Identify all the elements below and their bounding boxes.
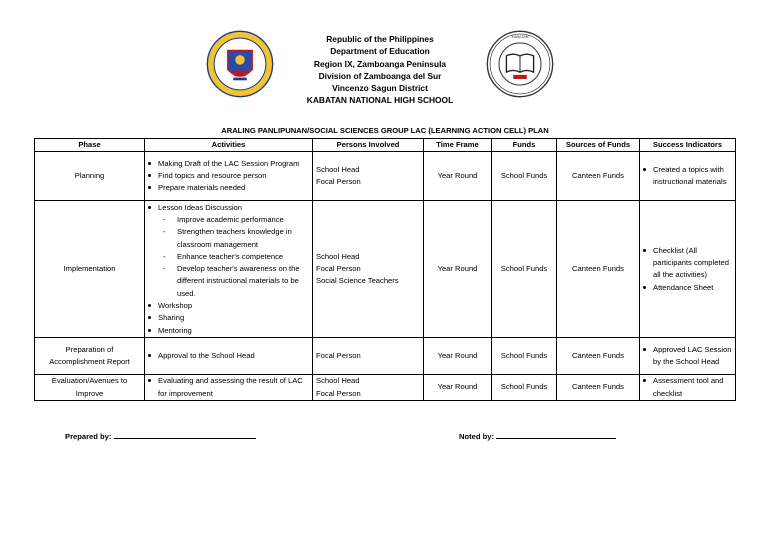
- sources-cell: Canteen Funds: [557, 152, 640, 201]
- indicator-item: Approved LAC Session by the School Head: [643, 344, 732, 369]
- column-header: Sources of Funds: [557, 139, 640, 152]
- funds-cell: School Funds: [492, 201, 557, 338]
- column-header: Success Indicators: [640, 139, 736, 152]
- indicators-cell: [640, 375, 736, 401]
- person-item: Focal Person: [316, 388, 361, 398]
- activity-item: Approval to the School Head: [148, 350, 309, 362]
- persons-cell: [313, 375, 424, 401]
- activities-cell: [145, 338, 313, 375]
- svg-text:KABATAN: KABATAN: [511, 35, 529, 40]
- phase-cell: Implementation: [35, 201, 145, 338]
- activity-heading: Lesson Ideas Discussion: [158, 202, 242, 212]
- activity-item: Mentoring: [148, 325, 309, 337]
- time-frame-cell: Year Round: [424, 201, 492, 338]
- table-row: [35, 375, 736, 401]
- document-title: ARALING PANLIPUNAN/SOCIAL SCIENCES GROUP LAC (LEARNING ACTION CELL) PLAN: [221, 126, 549, 135]
- column-header: Time Frame: [424, 139, 492, 152]
- person-item: School Head: [316, 165, 360, 174]
- phase-cell: Planning: [35, 152, 145, 201]
- indicators-cell: [640, 152, 736, 201]
- activity-item: Workshop: [148, 300, 309, 312]
- sources-cell: Canteen Funds: [557, 201, 640, 338]
- table-header-row: [35, 139, 736, 152]
- column-header: Persons Involved: [313, 139, 424, 152]
- funds-cell: School Funds: [492, 375, 557, 401]
- sources-cell: Canteen Funds: [557, 375, 640, 401]
- person-item: Social Science Teachers: [316, 276, 399, 286]
- noted-by: [459, 430, 616, 441]
- activities-cell: [145, 201, 313, 338]
- letterhead-line: Republic of the Philippines: [326, 34, 434, 44]
- sub-activity-item: - Strengthen teachers knowledge in classroom management: [163, 226, 309, 251]
- activity-item: Evaluating and assessing the result of LAC for improvement: [148, 375, 309, 400]
- activity-item: Prepare materials needed: [148, 182, 309, 194]
- person-item: School Head: [316, 376, 360, 386]
- indicator-item: Created a topics with instructional materials: [643, 164, 732, 189]
- prepared-by: [65, 430, 256, 441]
- activity-item: Making Draft of the LAC Session Program: [148, 158, 309, 170]
- letterhead-line: Department of Education: [330, 46, 430, 57]
- letterhead: [280, 33, 480, 107]
- person-item: Focal Person: [316, 177, 361, 187]
- column-header: Funds: [492, 139, 557, 152]
- persons-cell: [313, 338, 424, 375]
- sub-activity-item: - Improve academic performance: [163, 214, 309, 226]
- time-frame-cell: Year Round: [424, 375, 492, 401]
- persons-cell: [313, 152, 424, 201]
- person-item: School Head: [316, 251, 360, 261]
- letterhead-line: Division of Zamboanga del Sur: [318, 70, 442, 81]
- funds-cell: School Funds: [492, 152, 557, 201]
- time-frame-cell: Year Round: [424, 152, 492, 201]
- school-seal-logo: [486, 30, 554, 98]
- activities-cell: [145, 375, 313, 401]
- sources-cell: Canteen Funds: [557, 338, 640, 375]
- table-row: [35, 152, 736, 201]
- person-item: Focal Person: [316, 264, 361, 274]
- prepared-by-label: Prepared by:: [65, 432, 112, 441]
- table-row: [35, 338, 736, 375]
- noted-by-signature-line: [496, 430, 616, 439]
- letterhead-line: Region IX, Zamboanga Peninsula: [313, 58, 447, 69]
- indicator-item: Assessment tool and checklist: [643, 375, 732, 400]
- column-header: Phase: [35, 139, 145, 152]
- indicators-cell: [640, 338, 736, 375]
- time-frame-cell: Year Round: [424, 338, 492, 375]
- deped-seal-logo: [206, 30, 274, 98]
- indicator-item: Checklist (All participants completed all the activities): [643, 245, 732, 282]
- activity-item: Find topics and resource person: [148, 170, 309, 182]
- indicators-cell: [640, 201, 736, 338]
- sub-activity-item: - Enhance teacher's competence: [163, 251, 309, 263]
- activity-item: Sharing: [148, 312, 309, 324]
- funds-cell: School Funds: [492, 338, 557, 375]
- prepared-by-signature-line: [114, 430, 256, 439]
- indicator-item: Attendance Sheet: [643, 282, 732, 294]
- noted-by-label: Noted by:: [459, 432, 495, 441]
- school-name: KABATAN NATIONAL HIGH SCHOOL: [306, 95, 454, 106]
- sub-activity-item: - Develop teacher's awareness on the different instructional materials to be used.: [163, 263, 309, 300]
- activities-cell: [145, 152, 313, 201]
- letterhead-line: Vincenzo Sagun District: [332, 83, 428, 94]
- person-item: Focal Person: [316, 351, 361, 361]
- activity-item: [148, 202, 309, 300]
- lac-plan-table: [34, 138, 736, 401]
- persons-cell: [313, 201, 424, 338]
- column-header: Activities: [145, 139, 313, 152]
- phase-cell: Preparation of Accomplishment Report: [35, 338, 145, 375]
- table-row: [35, 201, 736, 338]
- phase-cell: Evaluation/Avenues to Improve: [35, 375, 145, 401]
